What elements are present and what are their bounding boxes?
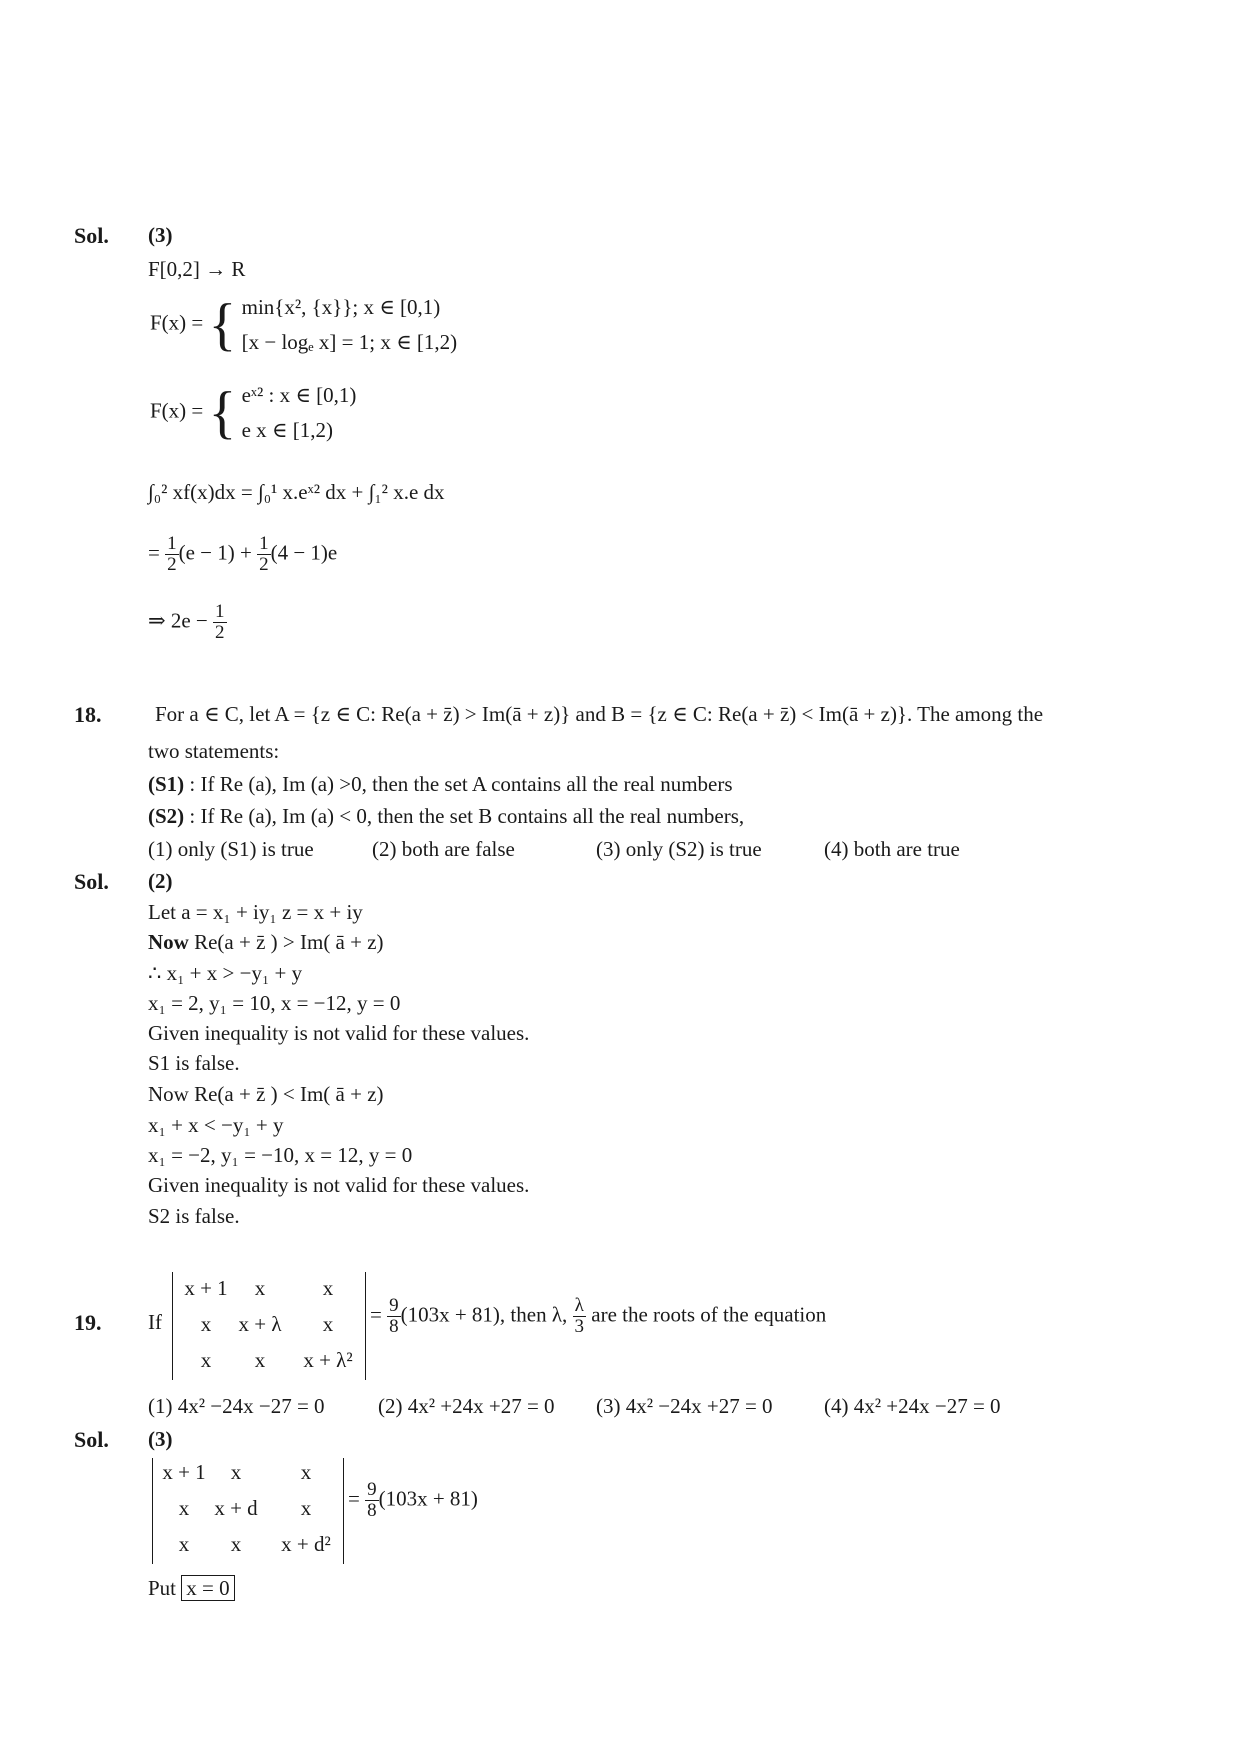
q18-sol-line: S1 is false. — [148, 1051, 240, 1075]
put-word: Put — [148, 1576, 177, 1600]
q18-option-4: (4) both are true — [824, 837, 960, 861]
det-cell: x — [178, 1496, 190, 1520]
q18-sol-line: Let a = x₁ + iy₁ z = x + iy — [148, 900, 363, 924]
q19-number: 19. — [74, 1310, 102, 1335]
q18-number: 18. — [74, 702, 102, 727]
q18-sol-line: Now Re(a + z̄ ) < Im( ā + z) — [148, 1082, 384, 1106]
q19-option-2: (2) 4x² +24x +27 = 0 — [378, 1394, 555, 1418]
det-cell: x — [230, 1532, 242, 1556]
q19-sol-label: Sol. — [74, 1427, 109, 1452]
det-cell: x + 1 — [162, 1460, 206, 1484]
det-cell: x + λ — [238, 1312, 282, 1336]
fraction-half: $\frac{1}{2}$ — [167, 533, 177, 575]
left-brace-icon: { — [208, 291, 237, 357]
q18-option-2: (2) both are false — [372, 837, 515, 861]
q19-determinant — [172, 1272, 366, 1380]
q18-sol-line: x₁ = −2, y₁ = −10, x = 12, y = 0 — [148, 1143, 413, 1167]
q18-sol-line: Given inequality is not valid for these values. — [148, 1173, 530, 1197]
f1-lhs: F(x) = — [150, 310, 204, 335]
det-cell: x — [322, 1312, 334, 1336]
q18-sol-line: x₁ + x < −y₁ + y — [148, 1113, 284, 1137]
q17-sol-label: Sol. — [74, 223, 109, 248]
eq-sign: = — [148, 540, 160, 565]
q19-option-3: (3) 4x² −24x +27 = 0 — [596, 1394, 773, 1418]
q18-sol-label: Sol. — [74, 869, 109, 894]
rhs-fraction: $\frac{9}{8}$ — [389, 1295, 399, 1337]
q19-rhs — [370, 1296, 826, 1337]
det-cell: x + d — [214, 1496, 258, 1520]
q19-if-word: If — [148, 1310, 162, 1334]
step-part-1: (e − 1) + — [178, 540, 252, 565]
final-prefix: ⇒ 2e − — [148, 608, 208, 633]
q18-sol-line — [148, 930, 384, 955]
step-part-2: (4 − 1)e — [270, 540, 338, 565]
boxed-expression: x = 0 — [181, 1575, 234, 1601]
left-brace-icon: { — [208, 379, 237, 445]
det-cell: x — [200, 1312, 212, 1336]
q18-sol-line: S2 is false. — [148, 1204, 240, 1228]
det-cell: x — [230, 1460, 242, 1484]
s2-text: : If Re (a), Im (a) < 0, then the set B contains all the real numbers, — [189, 804, 745, 828]
q18-option-3: (3) only (S2) is true — [596, 837, 762, 861]
lambda-fraction: $\frac{\lambda}{3}$ — [574, 1295, 585, 1337]
q19-put-line — [148, 1576, 235, 1601]
fraction-half: $\frac{1}{2}$ — [259, 533, 269, 575]
q18-statement-1 — [148, 772, 733, 797]
eq-sign: = — [370, 1302, 382, 1327]
q19-sol-determinant — [152, 1458, 344, 1564]
q19-option-1: (1) 4x² −24x −27 = 0 — [148, 1394, 325, 1418]
q18-stem-line-2: two statements: — [148, 739, 280, 763]
rhs-fraction: $\frac{9}{8}$ — [367, 1479, 377, 1521]
q18-statement-2 — [148, 804, 744, 829]
q17-domain-line: F[0,2] → R — [148, 257, 246, 281]
q18-sol-line: Given inequality is not valid for these values. — [148, 1021, 530, 1045]
f2-case-2: e x ∈ [1,2) — [241, 417, 333, 442]
sol-rhs-expression: (103x + 81) — [378, 1486, 478, 1511]
q18-sol-answer: (2) — [148, 869, 173, 893]
det-cell: x — [178, 1532, 190, 1556]
f1-case-1: min{x², {x}}; x ∈ [0,1) — [241, 295, 441, 319]
f1-case-2: [x − logₑ x] = 1; x ∈ [1,2) — [241, 329, 458, 354]
s1-text: : If Re (a), Im (a) >0, then the set A contains all the real numbers — [189, 772, 733, 796]
q18-sol-line: x₁ = 2, y₁ = 10, x = −12, y = 0 — [148, 991, 401, 1015]
f2-lhs: F(x) = — [150, 398, 204, 423]
q19-option-4: (4) 4x² +24x −27 = 0 — [824, 1394, 1001, 1418]
now-bold: Now — [148, 930, 189, 954]
q19-sol-answer: (3) — [148, 1427, 173, 1451]
q18-stem-line-1: For a ∈ C, let A = {z ∈ C: Re(a + z̄) > Im(ā + z)} and B = {z ∈ C: Re(a + z̄) < Im(ā + z)}. The among the — [155, 702, 1044, 726]
q17-final-line — [148, 602, 227, 643]
q17-piecewise-1 — [150, 290, 457, 359]
det-cell: x + d² — [281, 1532, 331, 1556]
det-cell: x — [200, 1348, 212, 1372]
q17-sol-answer: (3) — [148, 223, 173, 247]
det-cell: x — [254, 1276, 266, 1300]
det-cell: x — [300, 1460, 312, 1484]
q17-step-line — [148, 534, 337, 575]
det-cell: x — [254, 1348, 266, 1372]
det-cell: x + 1 — [184, 1276, 228, 1300]
det-cell: x — [300, 1496, 312, 1520]
q18-option-1: (1) only (S1) is true — [148, 837, 314, 861]
q19-sol-rhs — [348, 1480, 478, 1521]
q17-integral-line: ∫₀² xf(x)dx = ∫₀¹ x.eˣ² dx + ∫₁² x.e dx — [148, 480, 445, 504]
f2-case-1: eˣ² : x ∈ [0,1) — [241, 383, 357, 407]
now-expression: Re(a + z̄ ) > Im( ā + z) — [194, 930, 384, 954]
s2-label: (S2) — [148, 804, 185, 828]
q17-piecewise-2 — [150, 378, 356, 447]
rhs-expression: (103x + 81), then λ, — [400, 1302, 568, 1327]
det-cell: x — [322, 1276, 334, 1300]
det-cell: x + λ² — [303, 1348, 353, 1372]
final-fraction: $\frac{1}{2}$ — [215, 601, 225, 643]
eq-sign: = — [348, 1486, 360, 1511]
s1-label: (S1) — [148, 772, 185, 796]
rhs-tail: are the roots of the equation — [591, 1302, 827, 1327]
q18-sol-line: ∴ x₁ + x > −y₁ + y — [148, 961, 303, 985]
